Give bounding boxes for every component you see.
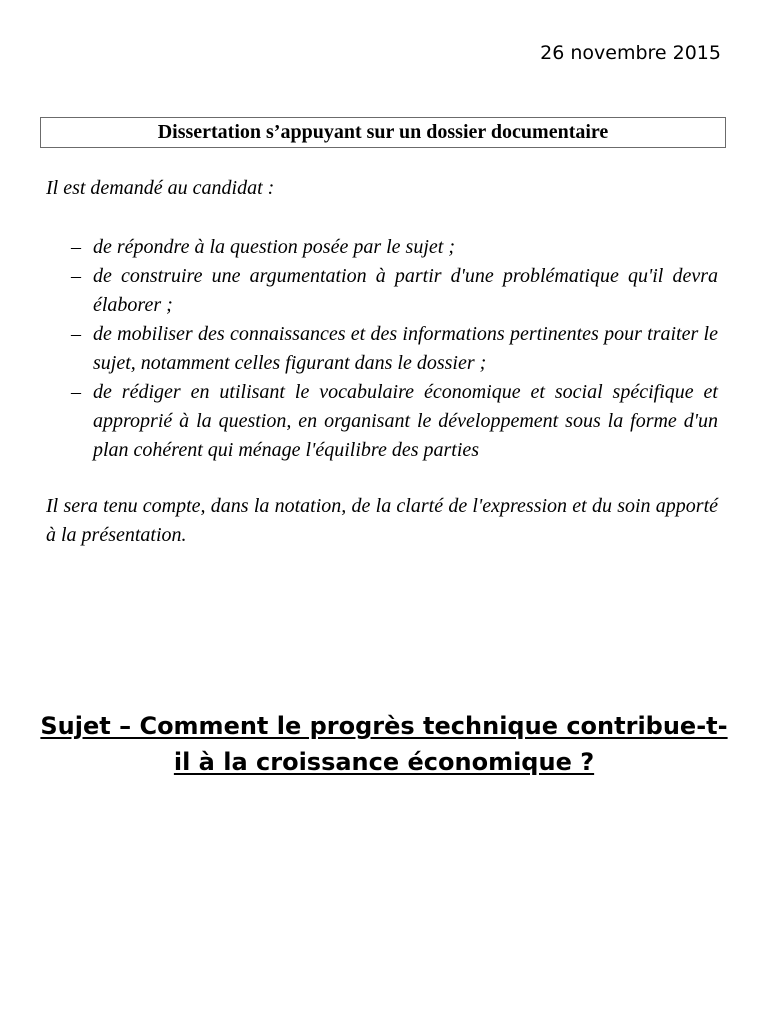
instruction-item <box>46 233 718 262</box>
document-date: 26 novembre 2015 <box>540 42 721 64</box>
bullet-dash: – <box>71 265 81 287</box>
exam-title: Dissertation s’appuyant sur un dossier documentaire <box>157 121 609 143</box>
exam-title-box <box>40 117 726 148</box>
instruction-text: de rédiger en utilisant le vocabulaire économique et social spécifique et approprié à la question, en organisant le développement sous la forme d'un plan cohérent qui ménage l'équilibre des parties <box>93 381 718 461</box>
instruction-text: de construire une argumentation à partir d'une problématique qu'il devra élaborer ; <box>93 265 718 316</box>
bullet-dash: – <box>71 381 81 403</box>
instructions-list <box>46 233 718 465</box>
instruction-item <box>46 320 718 378</box>
bullet-dash: – <box>71 236 81 258</box>
instructions-intro: Il est demandé au candidat : <box>46 177 275 199</box>
instruction-text: de répondre à la question posée par le sujet ; <box>93 236 455 258</box>
instruction-text: de mobiliser des connaissances et des informations pertinentes pour traiter le sujet, notamment celles figurant dans le dossier ; <box>93 323 718 374</box>
bullet-dash: – <box>71 323 81 345</box>
subject-heading: Sujet – Comment le progrès technique contribue-t-il à la croissance économique ? <box>40 712 728 776</box>
instruction-item <box>46 262 718 320</box>
instructions-block <box>46 174 718 550</box>
grading-note: Il sera tenu compte, dans la notation, de la clarté de l'expression et du soin apporté à la présentation. <box>46 495 718 546</box>
instruction-item <box>46 378 718 465</box>
